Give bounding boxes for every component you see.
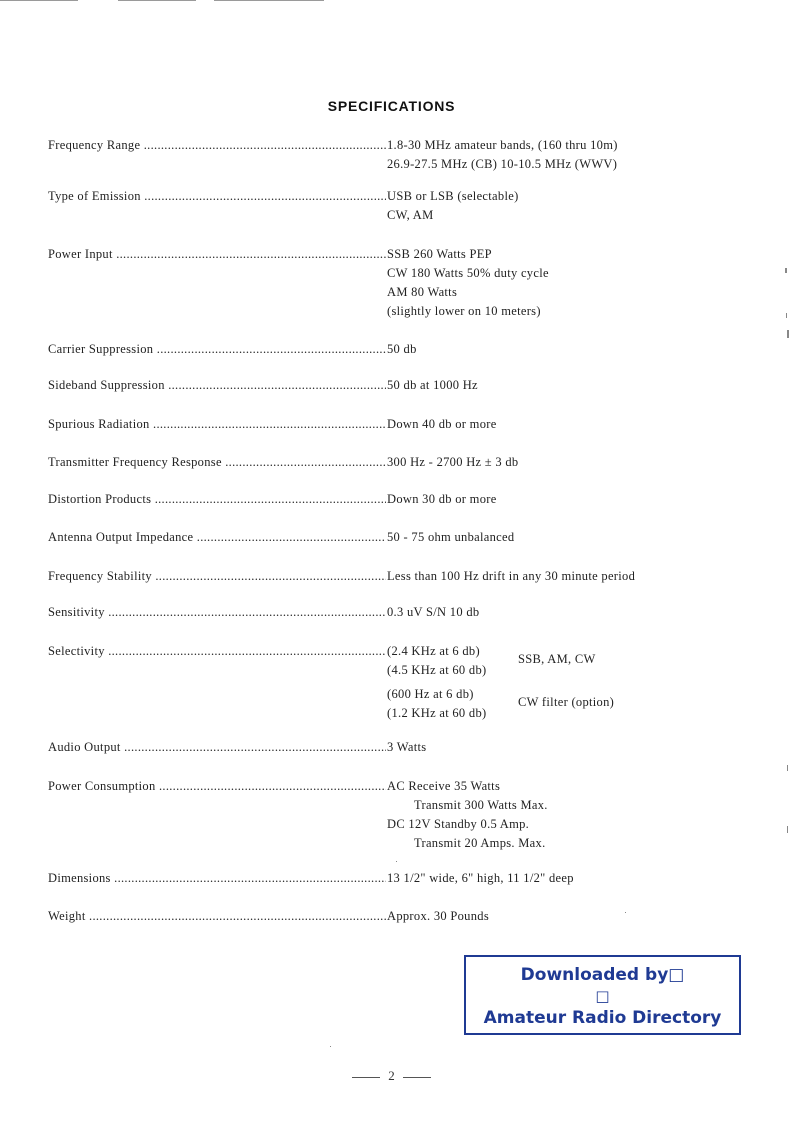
spec-value <box>387 738 426 757</box>
spec-label: Frequency Range ..... <box>48 136 386 155</box>
spec-value-line: SSB 260 Watts PEP <box>387 247 492 261</box>
spec-value <box>387 603 479 622</box>
spec-value-line: CW 180 Watts 50% duty cycle <box>387 266 549 280</box>
spec-label: Sensitivity ..... <box>48 603 386 622</box>
spec-value-line: CW, AM <box>387 208 434 222</box>
spec-value <box>387 136 618 174</box>
spec-value <box>387 567 635 586</box>
spec-label: Weight ..... <box>48 907 386 926</box>
selectivity-group-ssb <box>387 642 596 680</box>
page-number-dash <box>403 1077 431 1078</box>
spec-value-line: Transmit 300 Watts Max. <box>414 798 548 812</box>
spec-value <box>387 453 518 472</box>
spec-value-line: Down 40 db or more <box>387 417 497 431</box>
spec-label: Carrier Suppression ..... <box>48 340 386 359</box>
spec-label: Distortion Products ..... <box>48 490 386 509</box>
scan-speck <box>396 861 397 862</box>
spec-label: Selectivity ..... <box>48 642 386 661</box>
spec-label: Type of Emission ..... <box>48 187 386 206</box>
spec-value-line: (1.2 KHz at 60 db) <box>387 706 487 720</box>
selectivity-group-cw <box>387 685 615 723</box>
page-number-dash <box>352 1077 380 1078</box>
page-number-value: 2 <box>388 1068 395 1083</box>
spec-value-line: Down 30 db or more <box>387 492 497 506</box>
spec-value <box>387 869 574 888</box>
scan-speck <box>785 268 787 273</box>
scan-edge-line <box>118 0 196 1</box>
spec-value <box>387 490 497 509</box>
download-credit-box <box>464 955 741 1035</box>
spec-value <box>387 528 514 547</box>
spec-label: Spurious Radiation ..... <box>48 415 386 434</box>
spec-value-line: (2.4 KHz at 6 db) <box>387 644 480 658</box>
download-credit-line: Downloaded by□ <box>520 965 685 985</box>
spec-label: Audio Output ..... <box>48 738 386 757</box>
scan-edge-line <box>0 0 78 1</box>
spec-label: Power Consumption ..... <box>48 777 386 796</box>
spec-value-line: 3 Watts <box>387 740 427 754</box>
spec-value <box>387 415 497 434</box>
spec-value <box>387 907 489 926</box>
spec-value-line: DC 12V Standby 0.5 Amp. <box>387 817 530 831</box>
spec-value-line: (4.5 KHz at 60 db) <box>387 663 487 677</box>
spec-value-line: Less than 100 Hz drift in any 30 minute period <box>387 569 636 583</box>
scan-speck <box>787 330 789 338</box>
scan-speck <box>787 826 788 833</box>
spec-label: Frequency Stability ..... <box>48 567 386 586</box>
download-credit-line: □ <box>595 987 610 1005</box>
spec-value-line: 50 db at 1000 Hz <box>387 378 478 392</box>
scan-speck <box>625 912 626 913</box>
spec-value-line: 0.3 uV S/N 10 db <box>387 605 480 619</box>
scan-speck <box>786 313 787 318</box>
spec-value-line: AM 80 Watts <box>387 285 458 299</box>
spec-label: Transmitter Frequency Response ..... <box>48 453 386 472</box>
spec-value <box>387 187 519 225</box>
spec-label: Dimensions ..... <box>48 869 386 888</box>
spec-value-line: 13 1/2" wide, 6" high, 11 1/2" deep <box>387 871 574 885</box>
spec-label: Sideband Suppression ..... <box>48 376 386 395</box>
spec-value-line: Approx. 30 Pounds <box>387 909 489 923</box>
selectivity-mode-note: SSB, AM, CW <box>518 652 596 666</box>
spec-value-line: 1.8-30 MHz amateur bands, (160 thru 10m) <box>387 138 618 152</box>
spec-value-line: 300 Hz - 2700 Hz ± 3 db <box>387 455 519 469</box>
spec-label: Antenna Output Impedance ..... <box>48 528 386 547</box>
spec-value <box>387 777 548 853</box>
scan-speck <box>787 765 788 771</box>
spec-value <box>387 376 478 395</box>
page-title: SPECIFICATIONS <box>327 98 456 114</box>
spec-value-line: 26.9-27.5 MHz (CB) 10-10.5 MHz (WWV) <box>387 157 618 171</box>
spec-label: Power Input ..... <box>48 245 386 264</box>
page-number <box>0 1068 783 1084</box>
scan-speck <box>330 1046 331 1047</box>
spec-value-line: 50 - 75 ohm unbalanced <box>387 530 515 544</box>
download-credit-site: Amateur Radio Directory <box>483 1008 722 1028</box>
spec-value-line: 50 db <box>387 342 417 356</box>
spec-value <box>387 340 417 359</box>
spec-value <box>387 245 549 321</box>
spec-value-line: (slightly lower on 10 meters) <box>387 304 541 318</box>
selectivity-mode-note: CW filter (option) <box>518 695 615 709</box>
spec-value-line: USB or LSB (selectable) <box>387 189 519 203</box>
spec-value-line: Transmit 20 Amps. Max. <box>414 836 546 850</box>
spec-value-line: (600 Hz at 6 db) <box>387 687 474 701</box>
spec-value-line: AC Receive 35 Watts <box>387 779 501 793</box>
scan-edge-line <box>214 0 324 1</box>
